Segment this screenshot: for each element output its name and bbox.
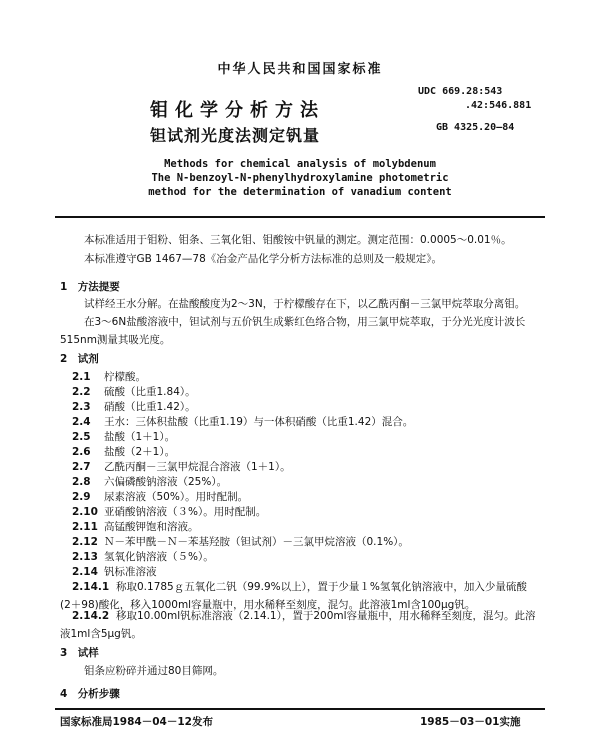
reagent-item: [72, 489, 248, 504]
reagent-item: [72, 549, 214, 564]
section1-para1: 试样经王水分解。在盐酸酸度为2～3N，于柠檬酸存在下，以乙酰丙酮－三氯甲烷萃取分离钼。: [84, 298, 526, 310]
reagent-item-text: 尿素溶液（50%）。用时配制。: [104, 491, 249, 503]
section3-heading: 3 试样: [60, 647, 99, 659]
reagent-sub2-row: [72, 608, 536, 623]
reagent-item: [72, 504, 266, 519]
section2-heading: 2 试剂: [60, 353, 99, 365]
reagent-sub1-line2: (2＋98)酸化，移入1000ml容量瓶中，用水稀释至刻度，混匀。此溶液1ml含100μg钒。: [60, 599, 476, 611]
footer-issued: 国家标准局1984－04－12发布: [60, 716, 213, 728]
reagent-item: [72, 564, 157, 579]
section1-para2-line1: 在3～6N盐酸溶液中，钽试剂与五价钒生成紫红色络合物，用三氯甲烷萃取，于分光光度计波长: [84, 316, 526, 328]
section4-heading: 4 分析步骤: [60, 688, 120, 700]
reagent-item-number: 2.11: [72, 521, 98, 533]
reagent-item-number: 2.7: [72, 461, 91, 473]
reagent-item: [72, 399, 196, 414]
section1-heading: 1 方法提要: [60, 281, 120, 293]
reagent-item-number: 2.2: [72, 386, 91, 398]
title-en-line1: Methods for chemical analysis of molybdenum: [164, 158, 436, 170]
udc-line1: 669.28:543: [442, 86, 503, 97]
intro-line2: 本标准遵守GB 1467—78《冶金产品化学分析方法标准的总则及一般规定》。: [84, 253, 443, 265]
reagent-item-text: 亚硝酸钠溶液（３%）。用时配制。: [104, 506, 267, 518]
reagent-item-text: 高锰酸钾饱和溶液。: [104, 521, 199, 533]
title-en-line2: The N-benzoyl-N-phenylhydroxylamine photometric: [151, 172, 449, 184]
reagent-item-number: 2.5: [72, 431, 91, 443]
reagent-item-text: 王水：三体积盐酸（比重1.19）与一体积硝酸（比重1.42）混合。: [104, 416, 414, 428]
reagent-sub1-line1: [72, 579, 527, 594]
reagent-item-number: 2.13: [72, 551, 98, 563]
reagent-item-number: 2.14: [72, 566, 98, 578]
reagent-item-number: 2.12: [72, 536, 98, 548]
reagent-item-number: 2.9: [72, 491, 91, 503]
reagent-item: [72, 369, 146, 384]
reagent-sub2-text-line1: 移取10.00ml钒标准溶液（2.14.1），置于200ml容量瓶中，用水稀释至刻度，混匀。此溶: [116, 610, 536, 622]
reagent-item-text: 柠檬酸。: [104, 371, 146, 383]
section3-text: 钼条应粉碎并通过80目筛网。: [84, 665, 224, 677]
reagent-item: [72, 429, 175, 444]
header-divider: [55, 216, 545, 218]
reagent-item: [72, 444, 175, 459]
reagent-item: [72, 384, 196, 399]
udc-label: UDC: [418, 86, 437, 97]
reagent-item-number: 2.1: [72, 371, 91, 383]
section1-para2-line2: 515nm测量其吸光度。: [60, 334, 171, 346]
reagent-item-text: 六偏磷酸钠溶液（25%）。: [104, 476, 228, 488]
title-en-line3: method for the determination of vanadium content: [148, 186, 452, 198]
title-zh-line2: 钽试剂光度法测定钒量: [150, 126, 321, 145]
reagent-item: [72, 519, 199, 534]
footer-effective: 1985－03－01实施: [420, 716, 521, 728]
reagent-item-text: 氢氧化钠溶液（５%）。: [104, 551, 214, 563]
reagent-item-number: 2.10: [72, 506, 98, 518]
reagent-item-text: Ｎ－苯甲酰－Ｎ－苯基羟胺（钽试剂）－三氯甲烷溶液（0.1%）。: [104, 536, 409, 548]
reagent-item-text: 盐酸（1＋1）。: [104, 431, 176, 443]
reagent-sub1-number: 2.14.1: [72, 581, 110, 593]
reagent-item-text: 硫酸（比重1.84）。: [104, 386, 196, 398]
reagent-item-text: 盐酸（2＋1）。: [104, 446, 176, 458]
reagent-sub2-line2: 液1ml含5μg钒。: [60, 628, 142, 640]
reagent-item: [72, 534, 409, 549]
udc-line2: .42:546.881: [465, 100, 532, 111]
reagent-item-number: 2.4: [72, 416, 91, 428]
reagent-item-text: 硝酸（比重1.42）。: [104, 401, 196, 413]
reagent-item-number: 2.8: [72, 476, 91, 488]
udc-code: [418, 86, 502, 97]
country-standard: 中华人民共和国国家标准: [217, 62, 383, 77]
reagent-sub1-text-line1: 称取0.1785ｇ五氧化二钒（99.9%以上），置于少量１%氢氧化钠溶液中，加入少量硫酸: [116, 581, 527, 593]
reagent-item: [72, 474, 227, 489]
reagent-item: [72, 459, 291, 474]
reagent-item-number: 2.6: [72, 446, 91, 458]
reagent-item-number: 2.3: [72, 401, 91, 413]
reagent-sub2-number: 2.14.2: [72, 610, 110, 622]
reagent-item-text: 钒标准溶液: [104, 566, 157, 578]
reagent-item-text: 乙酰丙酮－三氯甲烷混合溶液（1＋1）。: [104, 461, 291, 473]
gb-code: GB 4325.20—84: [436, 122, 515, 133]
reagent-item: [72, 414, 413, 429]
title-zh-line1: 钼化学分析方法: [150, 100, 325, 121]
intro-line1: 本标准适用于钼粉、钼条、三氧化钼、钼酸铵中钒量的测定。测定范围：0.0005～0.01％。: [84, 234, 512, 246]
footer-divider: [55, 708, 545, 710]
